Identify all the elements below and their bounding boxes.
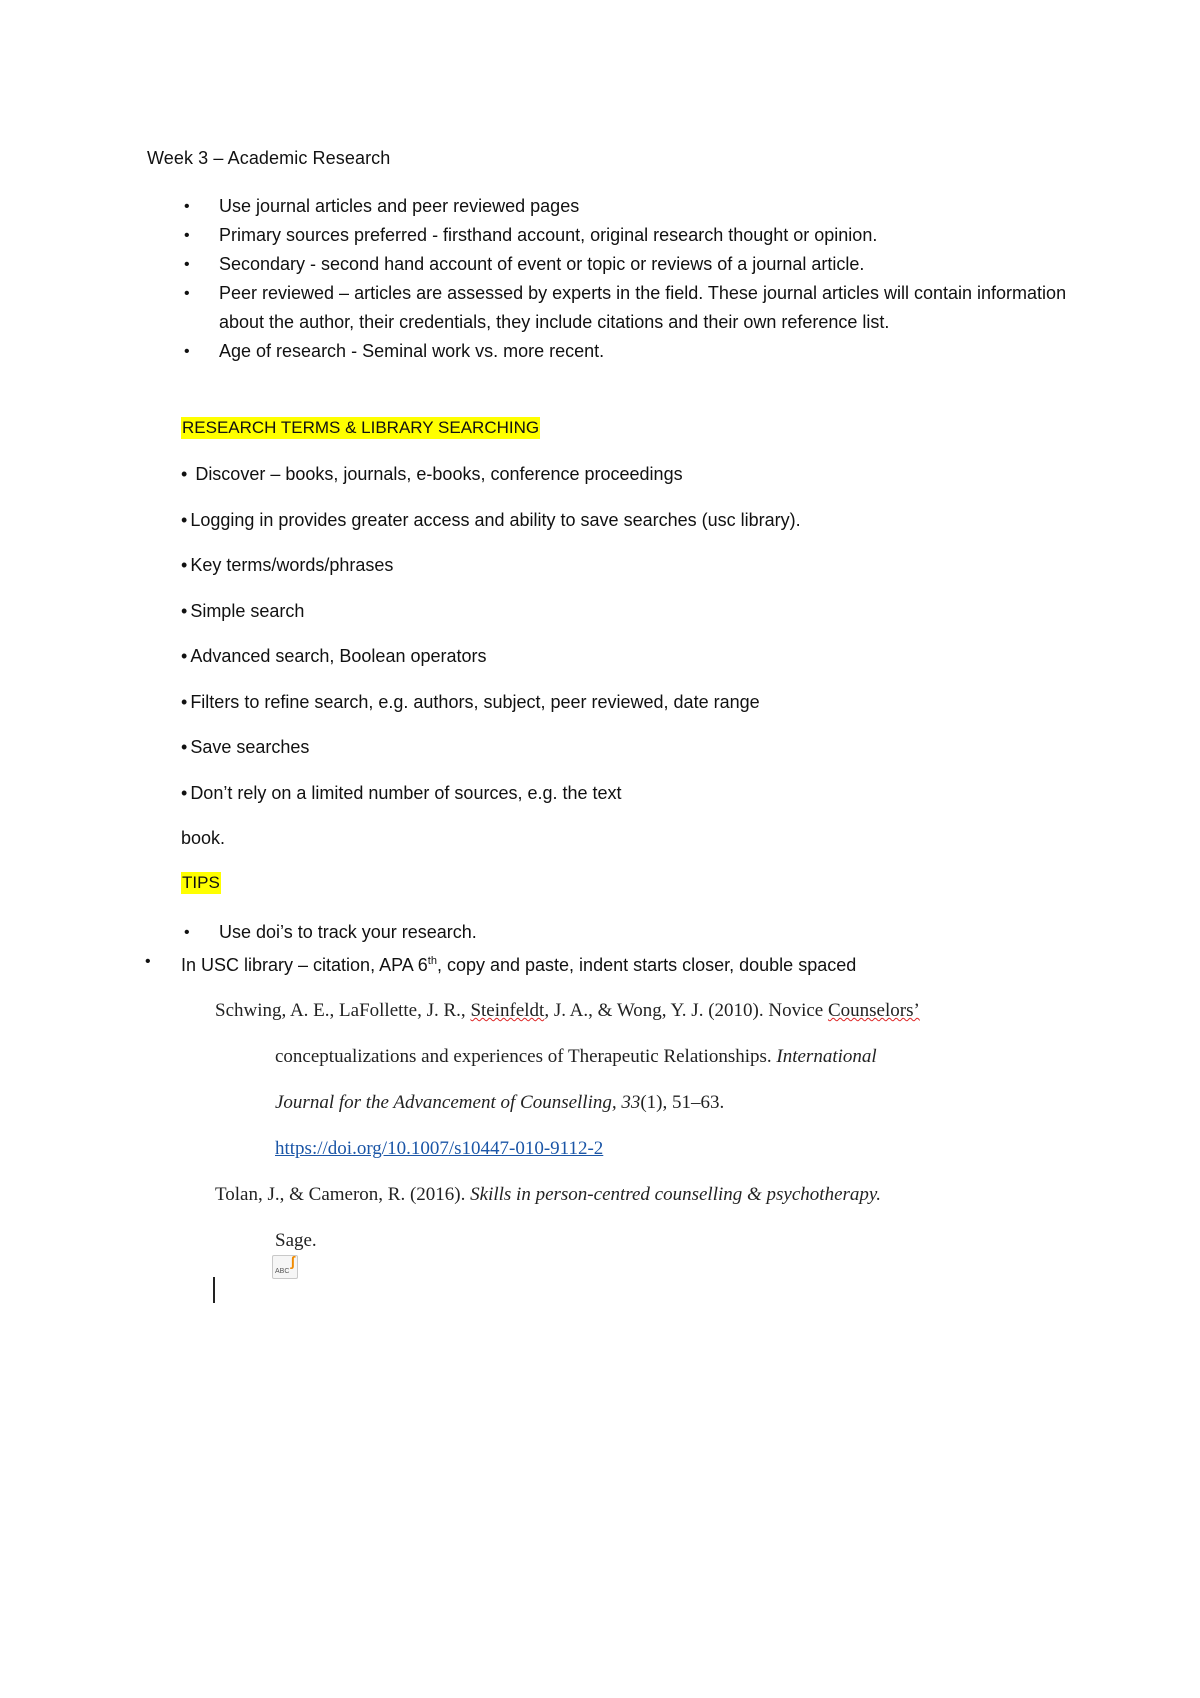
- bullet-icon: •: [181, 737, 188, 757]
- section-heading-research: RESEARCH TERMS & LIBRARY SEARCHING: [182, 418, 540, 437]
- research-item-list: [181, 462, 801, 872]
- list-item: • Logging in provides greater access and ability to save searches (usc library).: [181, 509, 801, 530]
- bullet-icon: •: [181, 691, 188, 712]
- bullet-icon: •: [145, 953, 151, 970]
- list-item: • Primary sources preferred - firsthand account, original research thought or opinion.: [147, 221, 1077, 250]
- list-item: • Age of research - Seminal work vs. more recent.: [147, 337, 1077, 366]
- intro-bullet-list: [147, 192, 1077, 366]
- reference-1: Schwing, A. E., LaFollette, J. R., Steinfeldt, J. A., & Wong, Y. J. (2010). Novice Counselors’ conceptualizations and experiences of Therapeutic Relationships. International Journal for the Advancement of Counselling, 33(1), 51–63. https://doi.org/10.1007/s10447-010-9112-2: [215, 1000, 920, 1159]
- bullet-icon: •: [181, 509, 188, 530]
- tips-list: [147, 918, 1107, 980]
- text-cursor: [213, 1277, 215, 1303]
- list-item: • Save searches: [181, 737, 310, 757]
- list-item: • Don’t rely on a limited number of sources, e.g. the text: [181, 782, 622, 803]
- page-title: Week 3 – Academic Research: [147, 148, 391, 168]
- bullet-icon: •: [181, 600, 188, 621]
- bullet-icon: •: [184, 285, 190, 302]
- list-item: • Simple search: [181, 600, 305, 621]
- bullet-icon: •: [181, 464, 188, 484]
- section-heading-tips: TIPS: [182, 873, 220, 892]
- list-item: • Use journal articles and peer reviewed pages: [147, 192, 1077, 221]
- bullet-icon: •: [184, 256, 190, 273]
- reference-2: Tolan, J., & Cameron, R. (2016). Skills in person-centred counselling & psychotherapy. Sage.: [215, 1184, 882, 1251]
- doi-link[interactable]: https://doi.org/10.1007/s10447-010-9112-2: [275, 1138, 604, 1159]
- list-item: • Discover – books, journals, e-books, conference proceedings: [181, 464, 683, 484]
- list-item: • In USC library – citation, APA 6th, copy and paste, indent starts closer, double spaced: [147, 947, 1107, 980]
- bullet-icon: •: [184, 198, 190, 215]
- bullet-icon: •: [184, 227, 190, 244]
- list-item: • Peer reviewed – articles are assessed by experts in the field. These journal articles will contain information about the author, their credentials, they include citations and their own reference list.: [147, 279, 1077, 337]
- continuation-text: book.: [181, 828, 226, 848]
- bullet-icon: •: [181, 646, 188, 666]
- bullet-icon: •: [181, 555, 188, 575]
- bullet-icon: •: [184, 924, 190, 941]
- list-item: • Filters to refine search, e.g. authors, subject, peer reviewed, date range: [181, 691, 760, 712]
- list-item: • Advanced search, Boolean operators: [181, 646, 487, 666]
- bullet-icon: •: [181, 782, 188, 803]
- list-item: • Secondary - second hand account of event or topic or reviews of a journal article.: [147, 250, 1077, 279]
- bullet-icon: •: [184, 343, 190, 360]
- list-item: • Key terms/words/phrases: [181, 555, 394, 575]
- list-item: • Use doi’s to track your research.: [147, 918, 1107, 947]
- spellcheck-icon[interactable]: ABC ʃ: [272, 1255, 298, 1279]
